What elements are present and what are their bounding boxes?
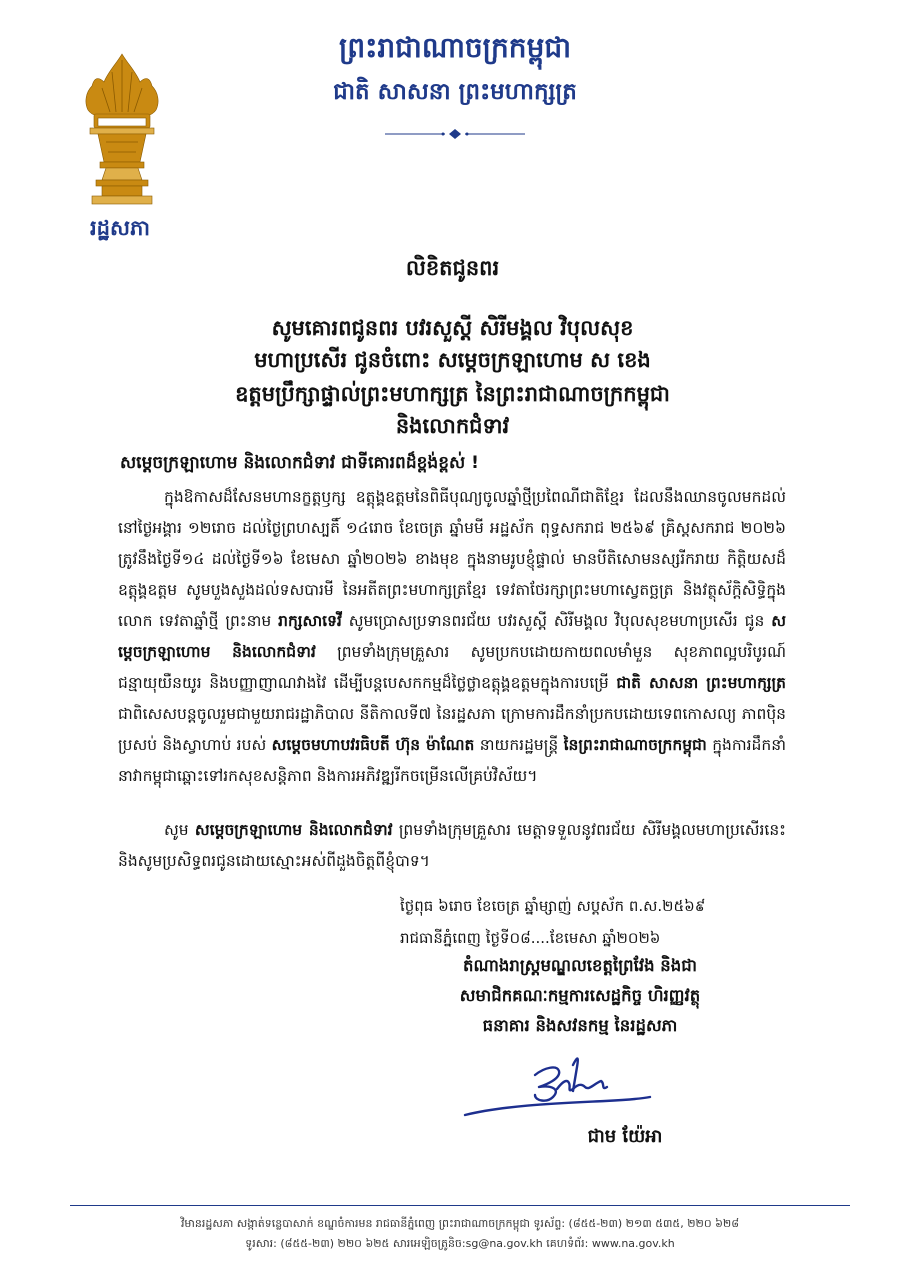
date-solar: រាជធានីភ្នំពេញ ថ្ងៃទី០៨....ខែមេសា ឆ្នាំ២០២៦	[400, 929, 661, 947]
para2-bold-1: សម្តេចក្រឡាហោម និងលោកជំទាវ	[194, 821, 393, 839]
document-title: លិខិតជូនពរ	[405, 256, 500, 280]
para1-text-5: នាយករដ្ឋមន្ត្រី	[479, 736, 559, 754]
para1-text-2: សូមប្រោសប្រទានពរជ័យ បវរសួស្តី សិរីមង្គល វិបុលសុខមហាប្រសើរ ជូន	[348, 612, 765, 630]
para1-text-1: ក្នុងឱកាសដ៏សែនមហានក្ខត្តឫក្ស ឧត្តុង្គឧត្តមនៃពិធីបុណ្យចូលឆ្នាំថ្មីប្រពៃណីជាតិខ្មែរ ដែលនឹងឈានចូលមកដល់នៅថ្ងៃអង្គារ ១២រោច ដល់ថ្ងៃព្រហស្បតិ៍ ១៤រោច ខែចេត្រ ឆ្នាំមមី អដ្ឋស័ក ពុទ្ធសករាជ ២៥៦៩ គ្រិស្តសករាជ ២០២៦ ត្រូវនឹងថ្ងៃទី១៤ ដល់ថ្ងៃទី១៦ ខែមេសា ឆ្នាំ២០២៦ ខាងមុខ ក្នុងនាមរូបខ្ញុំផ្ទាល់ មានបីតិសោមនស្សរីករាយ កិត្តិយសដ៏ឧត្តុង្គឧត្តម សូមបួងសួងដល់ទសបារមី នៃអតីតព្រះមហាក្សត្រខ្មែរ ទេវតាថែរក្សាព្រះមហាស្វេតច្ឆត្រ និងវត្ថុស័ក្តិសិទ្ធិក្នុងលោក ទេវតាឆ្នាំថ្មី ព្រះនាម	[118, 488, 786, 630]
date-lunar: ថ្ងៃពុធ ៦រោច ខែចេត្រ ឆ្នាំម្សាញ់ សប្តស័ក ព.ស.២៥៦៩	[400, 897, 706, 915]
body-paragraph-2	[118, 815, 786, 877]
signer-name: ជាម យ៉ែអា	[587, 1126, 663, 1147]
para2-text-2: ព្រមទាំងក្រុមគ្រួសារ មេត្តាទទួលនូវពរជ័យ សិរីមង្គលមហាប្រសើរនេះ និងសូមប្រសិទ្ធពរជូនដោយស្មោះអស់ពីដួងចិត្តពីខ្ញុំបាទ។	[118, 821, 786, 870]
body-paragraph-1	[118, 482, 786, 792]
handwritten-signature-icon	[455, 1045, 655, 1125]
signer-title-line-3: ធនាគារ និងសវនកម្ម នៃរដ្ឋសភា	[482, 1016, 678, 1035]
para1-bold-5: នៃព្រះរាជាណាចក្រកម្ពុជា	[563, 736, 707, 754]
heading-line-1: សូមគោរពជូនពរ បវរសួស្តី សិរីមង្គល វិបុលសុខ	[271, 316, 634, 340]
footer-contact: ទូរសារ: (៨៥៥-២៣) ២២០ ៦២៥ សារអេឡិចត្រូនិច:sg@na.gov.kh គេហទំព័រ: www.na.gov.kh	[245, 1237, 675, 1250]
heading-line-2: មហាប្រសើរ ជូនចំពោះ សម្តេចក្រឡាហោម ស ខេង	[254, 348, 651, 372]
para1-text-6: ក្នុងការដឹកនាំនាវាកម្ពុជាឆ្ពោះទៅរកសុខសន្តិភាព និងការអភិវឌ្ឍរីកចម្រើនលើគ្រប់វិស័យ។	[118, 736, 786, 785]
national-emblem-icon	[76, 52, 168, 212]
para1-bold-4: សម្តេចមហាបវរធិបតី ហ៊ុន ម៉ាណែត	[271, 736, 475, 754]
footer-divider	[70, 1205, 850, 1206]
para1-bold-1: រាក្សសាទេវី	[278, 612, 342, 630]
heading-line-4: និងលោកជំទាវ	[395, 414, 510, 438]
kingdom-title: ព្រះរាជាណាចក្រកម្ពុជា	[338, 31, 571, 64]
national-motto: ជាតិ សាសនា ព្រះមហាក្សត្រ	[333, 79, 577, 105]
para1-bold-3: ជាតិ សាសនា ព្រះមហាក្សត្រ	[616, 674, 787, 692]
signer-title-line-2: សមាជិកគណៈកម្មការសេដ្ឋកិច្ច ហិរញ្ញវត្ថុ	[459, 986, 701, 1005]
ornament-divider-icon	[385, 128, 525, 140]
para2-text-1: សូម	[164, 821, 189, 839]
salutation: សម្តេចក្រឡាហោម និងលោកជំទាវ ជាទីគោរពដ៏ខ្ពង់ខ្ពស់ !	[120, 453, 479, 473]
signer-title-line-1: តំណាងរាស្ត្រមណ្ឌលខេត្តព្រៃវែង និងជា	[463, 956, 697, 975]
heading-line-3: ឧត្តមប្រឹក្សាផ្ទាល់ព្រះមហាក្សត្រ នៃព្រះរាជាណាចក្រកម្ពុជា	[235, 382, 670, 406]
para1-text-3: ព្រមទាំងក្រុមគ្រួសារ សូមប្រកបដោយកាយពលមាំមួន សុខភាពល្អបរិបូរណ៍ ជន្មាយុយឺនយូរ និងបញ្ញាញាណវាងវៃ ដើម្បីបន្តបេសកកម្មដ៏ថ្លៃថ្លាឧត្តុង្គឧត្តមក្នុងការបម្រើ	[118, 643, 787, 692]
institution-name: រដ្ឋសភា	[90, 216, 150, 240]
para1-bold-2: សម្តេចក្រឡាហោម និងលោកជំទាវ	[118, 612, 786, 661]
para1-text-4: ជាពិសេសបន្តចូលរួមជាមួយរាជរដ្ឋាភិបាល នីតិកាលទី៧ នៃរដ្ឋសភា ក្រោមការដឹកនាំប្រកបដោយទេពកោសល្យ ភាពប៉ិនប្រសប់ និងស្វាហាប់ របស់	[118, 705, 786, 754]
footer-address: វិមានរដ្ឋសភា សង្កាត់ទន្លេបាសាក់ ខណ្ឌចំការមន រាជធានីភ្នំពេញ ព្រះរាជាណាចក្រកម្ពុជា ទូរស័ព្ទ: (៨៥៥-២៣) ២១៣ ៥៣៥, ២២០ ៦២៨	[180, 1217, 740, 1230]
